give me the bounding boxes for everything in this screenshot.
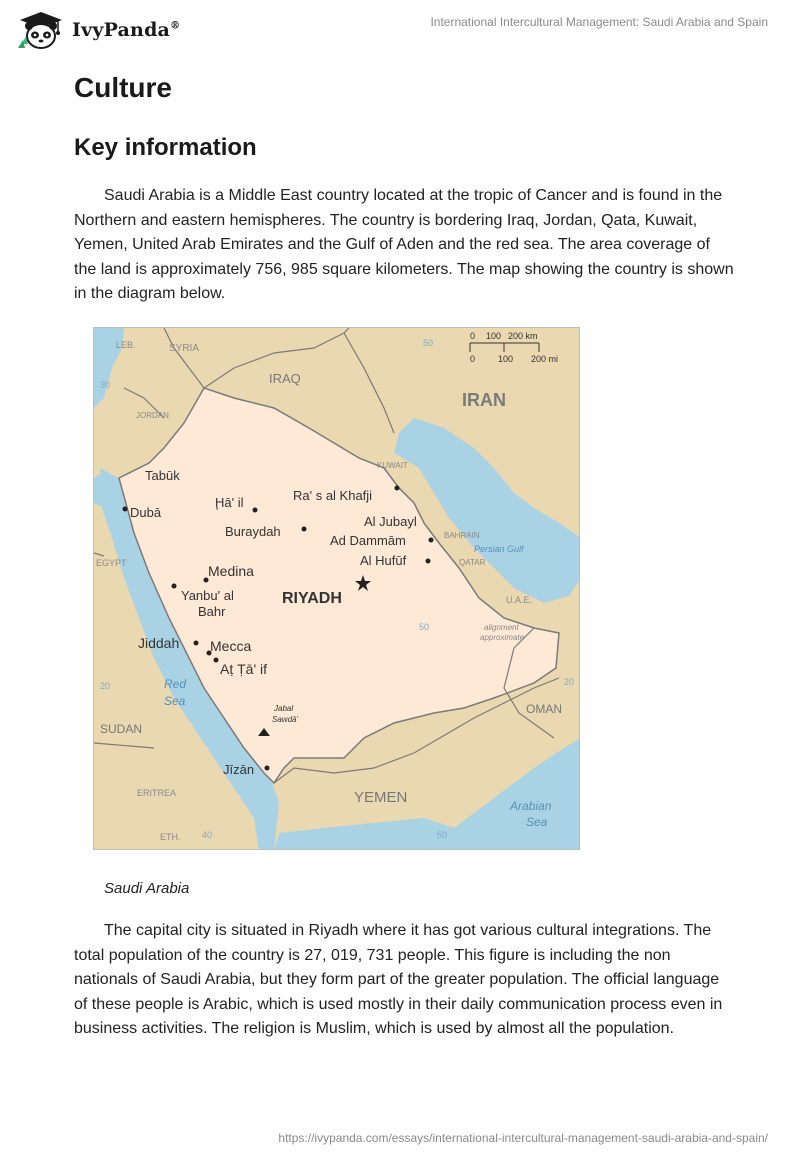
city-marker: [302, 527, 307, 532]
map-label: 100: [486, 331, 502, 341]
map-label: JORDAN: [136, 411, 169, 420]
map-label: Mecca: [210, 638, 252, 654]
map-label: Jīzān: [223, 762, 255, 777]
map-label: Al Hufūf: [360, 553, 407, 568]
map-label: 50: [437, 830, 448, 840]
map-label: Al Jubayl: [364, 514, 417, 529]
map-label: U.A.E.: [506, 595, 533, 605]
map-label: LEB.: [116, 340, 136, 350]
map-label: Yanbu' al: [181, 588, 234, 603]
map-label: BAHRAIN: [444, 531, 480, 540]
map-label: IRAQ: [269, 371, 301, 386]
map-label: alignment: [484, 623, 519, 632]
subsection-heading: Key information: [74, 134, 257, 161]
map-label: Sea: [164, 694, 186, 708]
map-label: 40: [202, 830, 213, 840]
map-label: Sawdā': [272, 715, 298, 724]
map-label: ETH.: [160, 832, 181, 842]
map-label: KUWAIT: [377, 461, 408, 470]
map-label: 100: [498, 354, 514, 364]
map-label: RIYADH: [282, 590, 342, 607]
map-label: QATAR: [459, 558, 486, 567]
map-label: Jabal: [274, 704, 294, 713]
brand-name: IvyPanda®: [72, 19, 181, 41]
map-label: Bahr: [198, 604, 226, 619]
map-label: 0: [470, 331, 476, 341]
map-label: Dubā: [130, 505, 162, 520]
map-label: Aṭ Ṭā' if: [220, 661, 268, 677]
map-label: Ad Dammām: [330, 533, 406, 548]
map-label: SYRIA: [169, 343, 200, 354]
map-label: 200 km: [508, 331, 538, 341]
page-header: [0, 0, 800, 60]
map-label: Buraydah: [225, 524, 281, 539]
section-heading: Culture: [74, 72, 172, 103]
city-marker: [194, 641, 199, 646]
map-label: EGYPT: [96, 558, 127, 568]
map-label: Medina: [208, 563, 254, 579]
city-marker: [172, 584, 177, 589]
city-marker: [123, 507, 128, 512]
map-label: 20: [564, 677, 575, 687]
city-marker: [214, 658, 219, 663]
source-url[interactable]: https://ivypanda.com/essays/international-intercultural-management-saudi-arabia-and-spain/: [278, 1131, 768, 1145]
map-label: SUDAN: [100, 722, 143, 736]
ivypanda-logo[interactable]: [16, 10, 180, 50]
map-label: approximate: [480, 633, 525, 642]
map-label: Persian Gulf: [474, 544, 524, 554]
city-marker: [265, 766, 270, 771]
map-label: IRAN: [462, 390, 506, 410]
city-marker: [253, 508, 258, 513]
map-label: OMAN: [526, 702, 562, 716]
map-label: 30: [100, 380, 111, 390]
map-label: Arabian: [510, 799, 552, 813]
map-label: 20: [100, 681, 111, 691]
map-label: Tabūk: [145, 468, 180, 483]
figure-caption: Saudi Arabia: [104, 880, 190, 897]
map-label: 50: [419, 622, 430, 632]
paragraph: Saudi Arabia is a Middle East country located at the tropic of Cancer and is found in the Northern and eastern hemispheres. The country is bordering Iraq, Jordan, Qata, Kuwait, Yemen, United Arab Emirates and the Gulf of Aden and the red sea. The area coverage of the land is approximately 756, 985 square kilometers. The map showing the country is shown in the diagram below.: [74, 187, 734, 302]
map-label: YEMEN: [354, 789, 408, 806]
city-marker: [429, 538, 434, 543]
city-marker: [426, 559, 431, 564]
map-label: Sea: [526, 815, 548, 829]
city-marker: [395, 486, 400, 491]
map-label: 50: [423, 338, 434, 348]
document-title: International Intercultural Management: Saudi Arabia and Spain: [430, 15, 768, 29]
paragraph: The capital city is situated in Riyadh where it has got various cultural integrations. The total population of the country is 27, 019, 731 people. This figure is including the non nationals of Saudi Arabia, but they form part of the greater population. The official language of these people is Arabic, which is used mostly in their daily communication process even in business activities. The religion is Muslim, which is used by almost all the population.: [74, 922, 723, 1037]
map-label: Ra' s al Khafji: [293, 488, 373, 503]
panda-graduate-icon: [16, 10, 66, 50]
map-label: 200 mi: [531, 354, 559, 364]
map-label: Red: [164, 677, 187, 691]
map-label: 0: [470, 354, 476, 364]
map-label: ERITREA: [137, 788, 177, 798]
saudi-arabia-map: [93, 327, 580, 850]
map-graphic: [94, 328, 580, 850]
map-label: Jiddah: [138, 635, 180, 651]
map-label: Ḩā' il: [215, 495, 244, 510]
